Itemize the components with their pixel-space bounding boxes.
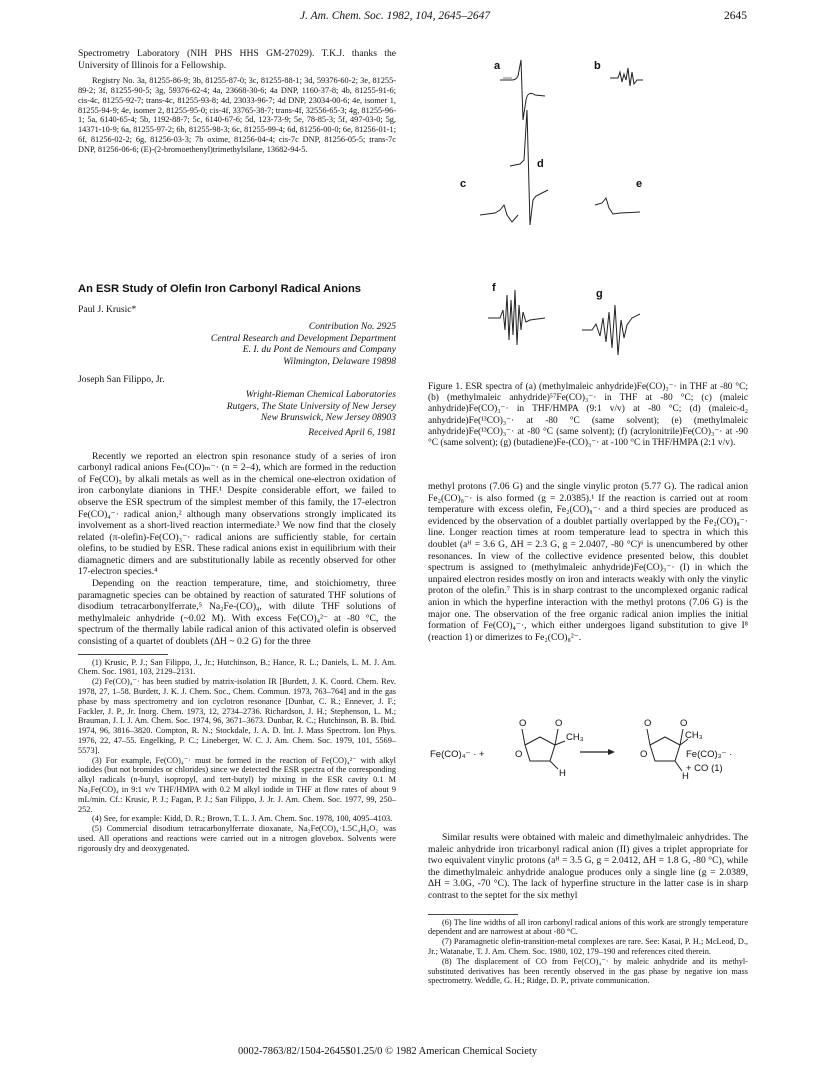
page-number: 2645 xyxy=(724,10,747,22)
aff1-line-2: Central Research and Development Department xyxy=(210,332,396,344)
spectrum-g xyxy=(582,305,640,355)
acknowledgment: Spectrometry Laboratory (NIH PHS HHS GM-27029). T.K.J. thanks the University of Illinois for a Fellowship. xyxy=(78,48,396,71)
reaction-ch3-1: CH₃ xyxy=(566,732,584,743)
aff2-line-2: Rutgers, The State University of New Jersey xyxy=(226,400,396,412)
right-column xyxy=(428,481,748,643)
footnote-1: (1) Krusic, P. J.; San Filippo, J., Jr.; Hutchinson, B.; Hance, R. L.; Daniels, L. M. J. Am. Chem. Soc. 1981, 103, 2129–2131. xyxy=(78,657,396,677)
footnote-5: (5) Commercial disodium tetracarbonylferrate dioxanate, Na₂Fe(CO)₄·1.5C₄H₈O₂ was used. All operations and reactions were carried out in a nitrogen glovebox. Solvents were rigorously dry and deoxygenated. xyxy=(78,824,396,853)
right-column-lower xyxy=(428,832,748,986)
aff1-line-1: Contribution No. 2925 xyxy=(308,321,396,333)
footnote-rule-right xyxy=(428,914,518,915)
right-paragraph-2: Similar results were obtained with maleic and dimethylmaleic anhydrides. The maleic anhydride iron tricarbonyl radical anion (II) gives a triplet appropriate for two equivalent vinylic protons (aᴴ = 3.5 G, g = 2.0412, ΔH = 1.8 G, -80 °C), while the dimethylmaleic anhydride analogue produces only a single line (g = 2.0389, ΔH = 3.0G, -70 °C). The lack of hyperfine structure in the latter case is in sharp contrast to the septet for the six methyl xyxy=(428,832,748,901)
received-date: Received April 6, 1981 xyxy=(308,426,396,438)
body-paragraph-2: Depending on the reaction temperature, time, and stoichiometry, three paramagnetic species can be obtained by reaction of saturated THF solutions of disodium tetracarbonylferrate,⁵ Na₂Fe-(CO)₄, with dilute THF solutions of methylmaleic anhydride (~0.02 M). With excess Fe(CO)₄²⁻ at -80 °C, the spectrum of the thermally labile radical anion of this activated olefin is observed consisting of a quartet of doublets (ΔH ~ 0.2 G) for the three xyxy=(78,578,396,648)
figure-label-a: a xyxy=(494,60,501,72)
article-title: An ESR Study of Olefin Iron Carbonyl Radical Anions xyxy=(78,283,362,295)
figure-label-f: f xyxy=(492,282,496,294)
footnote-8: (8) The displacement of CO from Fe(CO)₄⁻· by maleic anhydride and its methyl-substituted derivatives has been recently observed in the gas phase by negative ion mass spectrometry. Weddle, G. H.; Ridge, D. P., private communication. xyxy=(428,956,748,986)
footnote-2: (2) Fe(CO)₄⁻· has been studied by matrix-isolation IR [Burdett, J. K. Coord. Chem. Rev. 1978, 27, 1–58. Burdett, J. K. J. Chem. Soc., Chem. Commun. 1973, 763–764] and in the gas phase by mass spectrometry and ion cyclotron resonance [Dunbar, C. R.; Ennever, J. F.; Fackler, J. P., Jr. Inorg. Chem. 1973, 12, 2734–2736. Richardson, J. H.; Stephenson, L. M.; Brauman, J. I. J. Am. Chem. Soc. 1974, 96, 3671–3673. Dunbar, R. C.; Hutchinson, B. B. Ibid. 1974, 96, 3816–3820. Compton, R. N.; Stockdale, J. A. D. Int. J. Mass Spectrom. Ion Phys. 1976, 22, 47–55. Engelking, P. C.; Lineberger, W. C. J. Am. Chem. Soc. 1979, 101, 5569–5573]. xyxy=(78,677,396,755)
reaction-o-ring-1: O xyxy=(515,749,523,760)
aff2-line-3: New Brunswick, New Jersey 08903 xyxy=(260,412,396,424)
spectrum-f xyxy=(488,290,545,345)
figure-label-e: e xyxy=(636,178,643,190)
spectrum-b xyxy=(610,68,643,86)
footnote-4: (4) See, for example: Kidd, D. R.; Brown, T. L. J. Am. Chem. Soc. 1978, 100, 4095–4103. xyxy=(92,814,393,824)
reaction-o-ring-2: O xyxy=(640,749,648,760)
spectrum-d xyxy=(510,110,548,225)
reaction-h-1: H xyxy=(559,768,566,779)
author-1: Paul J. Krusic* xyxy=(78,303,137,315)
reaction-scheme xyxy=(430,705,750,795)
figure-label-d: d xyxy=(537,158,544,170)
aff2-line-1: Wright-Rieman Chemical Laboratories xyxy=(245,389,396,401)
footnotes-right xyxy=(428,918,748,987)
reaction-o-4: O xyxy=(680,718,688,729)
spectrum-c xyxy=(480,205,518,222)
reaction-o-1: O xyxy=(519,718,527,729)
figure-label-b: b xyxy=(594,60,601,72)
running-header: J. Am. Chem. Soc. 1982, 104, 2645–2647 xyxy=(300,10,491,22)
registry-numbers: Registry No. 3a, 81255-86-9; 3b, 81255-87-0; 3c, 81255-88-1; 3d, 59376-60-2; 3e, 81255-89-2; 3f, 81255-90-5; 3g, 59376-62-4; 4a, 23668-30-6; 4a DNP, 1160-37-8; 4b, 81255-91-6; cis-4c, 81255-92-7; trans-4c, 81255-93-8; 4d, 23033-96-7; 4d DNP, 23034-00-6; 4e, isomer 1, 81255-94-9; 4e, isomer 2, 81255-95-0; cis-4f, 33765-38-7; trans-4f, 32556-65-3; 4g, 81255-96-1; 5a, 6140-65-4; 5b, 1192-88-7; 5c, 6140-67-6; 5d, 123-73-9; 5e, 78-85-3; 5f, 497-03-0; 5g, 14371-10-9; 6a, 81255-97-2; 6b, 81255-98-3; 6c, 81255-99-4; 6d, 81256-00-0; 6e, 81256-01-1; 6f, 81256-02-2; 6g, 81256-03-3; 7b oxime, 81256-04-4; cis-7c DNP, 81256-05-5; trans-7c DNP, 81256-06-6; (E)-(2-bromoethenyl)trimethylsilane, 13682-94-5. xyxy=(78,76,396,154)
reaction-reagent: Fe(CO)₄⁻ · + xyxy=(430,749,485,760)
reaction-product-fe: Fe(CO)₃⁻ · xyxy=(686,749,733,760)
footnote-6: (6) The line widths of all iron carbonyl radical anions of this work are strongly temperature dependent and are narrowest at about -80 °C. xyxy=(428,917,748,937)
esr-spectra-figure xyxy=(0,0,821,400)
reaction-h-2: H xyxy=(682,771,689,782)
spectrum-e xyxy=(595,198,640,214)
spectrum-a xyxy=(500,60,545,120)
footnote-3: (3) For example, Fe(CO)₄⁻· must be formed in the reaction of Fe(CO)₄²⁻ with alkyl iodides (but not bromides or chlorides) since we detected the ESR spectra of the corresponding alkyl radicals (n-butyl, isopropyl, and tert-butyl) by mixing in the ESR cavity 0.1 M Na₂Fe(CO)₄ in 9:1 v/v THF/HMPA with 0.2 M alkyl iodide in THF at flow rates of about 9 mL/min. Cf.: Krusic, P. J.; Fagan, P. J.; San Filippo, J. Jr. J. Am. Chem. Soc. 1977, 99, 250–252. xyxy=(78,755,396,814)
figure-label-g: g xyxy=(596,288,603,300)
reaction-plus-co: + CO (1) xyxy=(686,763,723,774)
right-paragraph-1: methyl protons (7.06 G) and the single vinylic proton (5.77 G). The radical anion Fe₂(CO)₈⁻· is also formed (g = 2.0385).¹ If the reaction is carried out at room temperature with excess olefin, Fe₂(CO)₈⁻· and a third species are produced as evidenced by the observation of a doublet partially overlapped by the Fe₂(CO)₈⁻· line. Longer reaction times at room temperature lead to spectra in which this doublet (aᴴ = 3.6 G, ΔH = 2.3 G, g = 2.0407, -80 °C)⁶ is unencumbered by other resonances. In view of the collective evidence presented below, this doublet spectrum is assigned to (methylmaleic anhydride)Fe(CO)₃⁻· (I) in which the unpaired electron resides mostly on iron and interacts weakly with only the vinylic proton of the olefin.⁷ This is in sharp contrast to the uncomplexed organic radical anion in which the hyperfine interaction with the methyl protons (7.06 G) is the major one. The observation of the free organic radical anion implies the initial formation of Fe(CO)₄⁻·, which either undergoes ligand substitution to give I⁸ (reaction 1) or dimerizes to Fe₂(CO)₈²⁻. xyxy=(428,481,748,643)
figure-caption: Figure 1. ESR spectra of (a) (methylmaleic anhydride)Fe(CO)₃⁻· in THF at -80 °C; (b) (methylmaleic anhydride)⁵⁷Fe(CO)₃⁻· in THF at -80 °C; (c) (maleic anhydride)Fe(CO)₃⁻· in THF/HMPA (9:1 v/v) at -80 °C; (d) (maleic-d₂ anhydride)Fe(¹³CO)₃⁻· at -80 °C (same solvent); (e) (methylmaleic anhydride)Fe(¹³CO)₃⁻· at -80 °C (same solvent); (f) (acrylonitrile)Fe(CO)₃⁻· at -90 °C (same solvent); (g) (butadiene)Fe-(CO)₃⁻· at -100 °C in THF/HMPA (2:1 v/v). xyxy=(428,382,748,449)
aff1-line-4: Wilmington, Delaware 19898 xyxy=(283,355,396,367)
page-footer: 0002-7863/82/1504-2645$01.25/0 © 1982 American Chemical Society xyxy=(238,1046,538,1057)
figure-label-c: c xyxy=(460,178,467,190)
footnotes-left xyxy=(78,658,396,854)
reaction-o-3: O xyxy=(644,718,652,729)
footnote-rule xyxy=(78,654,168,655)
footnote-7: (7) Paramagnetic olefin-transition-metal complexes are rare. See: Kasai, P. H.; McLeod, D., Jr.; Watanabe, T. J. Am. Chem. Soc. 1980, 102, 179–190 and references cited therein. xyxy=(428,937,748,956)
reaction-o-2: O xyxy=(555,718,563,729)
reaction-ch3-2: CH₃ xyxy=(685,730,703,741)
aff1-line-3: E. I. du Pont de Nemours and Company xyxy=(242,344,396,356)
body-paragraph-1: Recently we reported an electron spin resonance study of a series of iron carbonyl radical anions Feₙ(CO)ₘ⁻· (n = 2–4), which are formed in the reduction of Fe(CO)₅ by alkali metals as well as in the chemical one-electron oxidation of iron carbonylate dianions in THF.¹ Despite considerable effort, we failed to observe the ESR spectrum of the simplest member of this family, the 17-electron Fe(CO)₄⁻· radical anion,² although many observations strongly implicated its involvement as a short-lived reaction intermediate.³ We now find that the closely related (π-olefin)-Fe(CO)₃⁻· radical anions are sufficiently stable, for certain olefins, to be studied by ESR. These radical anions exist in equilibrium with their diamagnetic dimers and are substitutionally labile as recently observed for other 17-electron species.⁴ xyxy=(78,450,396,578)
author-2: Joseph San Filippo, Jr. xyxy=(78,373,165,385)
